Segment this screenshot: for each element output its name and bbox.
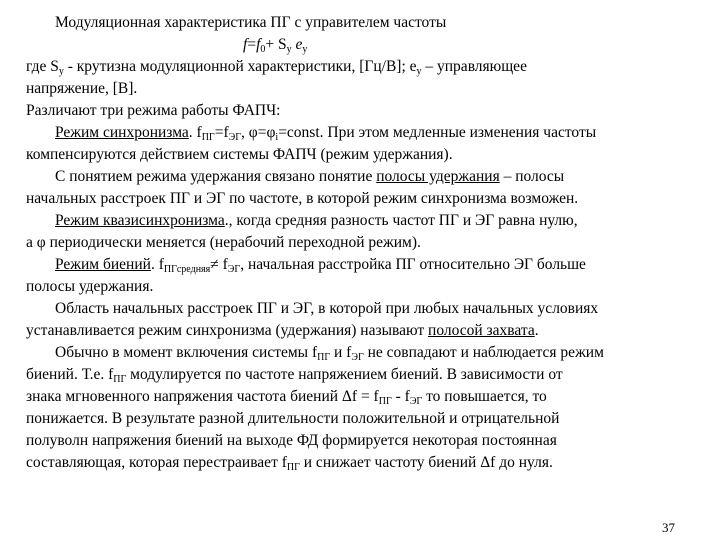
startup-line-1: Обычно в момент включения системы $f_{ПГ}$ и $f_{ЭГ}$ не совпадают и наблюдается режим	[55, 344, 604, 363]
beat-mode-line-2: полосы удержания.	[26, 278, 154, 295]
beat-mode-term: Режим биений	[55, 256, 151, 273]
modes-intro: Различают три режима работы ФАПЧ:	[26, 102, 281, 119]
startup-line-6: составляющая, которая перестраивает $f_{ПГ}$ и снижает частоту биений Δf до нуля.	[26, 454, 553, 473]
capture-band-line-1: Область начальных расстроек ПГ и ЭГ, в которой при любых начальных условиях	[55, 300, 599, 317]
sync-mode-term: Режим синхронизма	[55, 124, 189, 141]
sync-mode-line-1: Режим синхронизма. $f_{ПГ}=f_{ЭГ}$, $\varphi=\varphi_i=const$. При этом медленные изменения частоты	[55, 124, 597, 143]
section-title: Модуляционная характеристика ПГ с управителем частоты	[55, 14, 447, 31]
startup-line-3: знака мгновенного напряжения частота биений $\Delta f = f_{ПГ} - f_{ЭГ}$ то повышается, то	[26, 388, 547, 407]
quasi-mode-line-2: а φ периодически меняется (нерабочий переходной режим).	[26, 234, 421, 251]
hold-band-line-1: С понятием режима удержания связано понятие полосы удержания – полосы	[55, 168, 565, 185]
sync-mode-line-2: компенсируются действием системы ФАПЧ (режим удержания).	[26, 146, 453, 163]
quasi-mode-line-1: Режим квазисинхронизма., когда средняя разность частот ПГ и ЭГ равна нулю,	[55, 212, 578, 229]
startup-line-2: биений. Т.е. $f_{ПГ}$ модулируется по частоте напряжением биений. В зависимости от	[26, 366, 563, 385]
quasi-mode-term: Режим квазисинхронизма	[55, 212, 225, 229]
beat-mode-line-1: Режим биений. $f_{ПГсредняя}\ne f_{ЭГ}$, начальная расстройка ПГ относительно ЭГ больше	[55, 256, 586, 275]
capture-band-term: полосой захвата	[428, 322, 535, 339]
startup-line-5: полуволн напряжения биений на выходе ФД формируется некоторая постоянная	[26, 432, 557, 449]
capture-band-line-2: устанавливается режим синхронизма (удержания) называют полосой захвата.	[26, 322, 539, 339]
definition-line-2: напряжение, [В].	[26, 80, 138, 97]
definition-line-1: где $S_у$ - крутизна модуляционной характеристики, [Гц/В]; $e_у$ – управляющее	[26, 58, 527, 77]
hold-band-line-2: начальных расстроек ПГ и ЭГ по частоте, в которой режим синхронизма возможен.	[26, 190, 579, 207]
frequency-formula: $f=f_0+ S_у$ $e_у$	[243, 36, 308, 55]
startup-line-4: понижается. В результате разной длительности положительной и отрицательной	[26, 410, 560, 427]
page-number: 37	[662, 520, 675, 535]
hold-band-term: полосы удержания	[376, 168, 500, 185]
